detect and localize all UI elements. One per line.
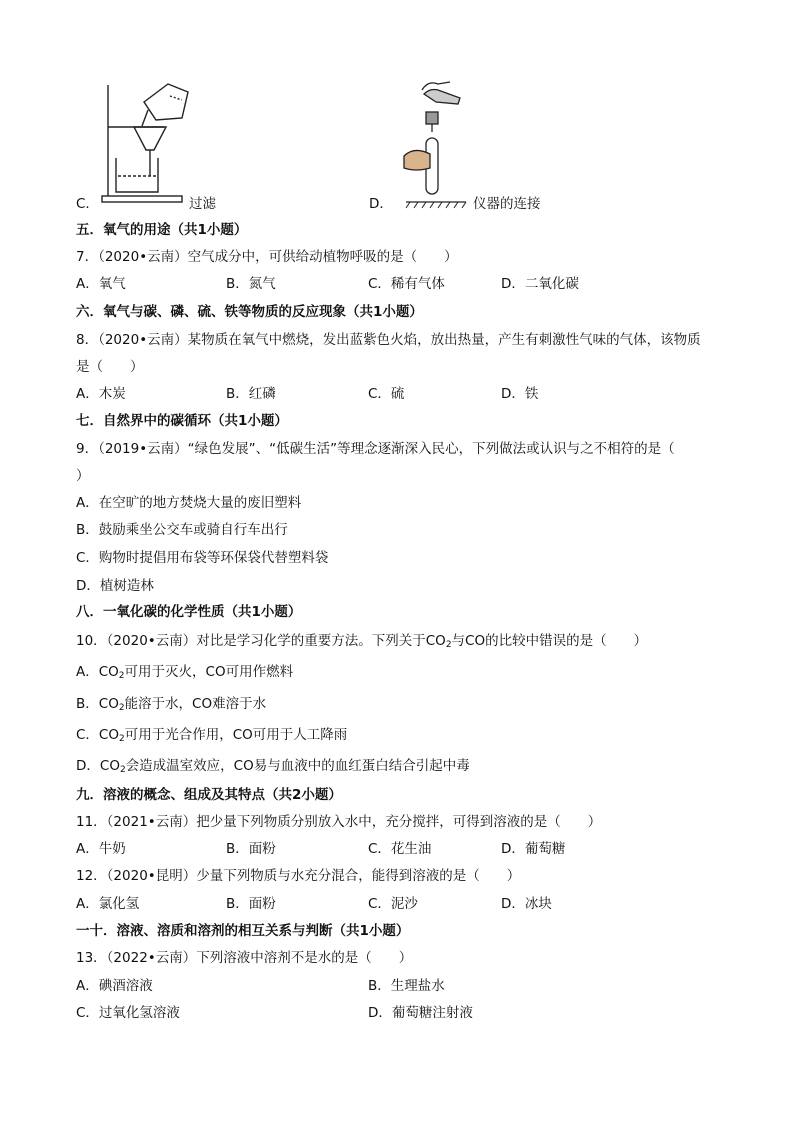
question-13-option-a: A．碘酒溶液	[76, 978, 153, 994]
figure-d-letter: D．	[369, 196, 393, 212]
question-7-stem: 7．（2020•云南）空气成分中，可供给动植物呼吸的是（ ）	[76, 249, 458, 265]
subscript-2: 2	[119, 765, 126, 775]
question-9-stem: 9．（2019•云南）“绿色发展”、“低碳生活”等理念逐渐深入民心，下列做法或认识与之不相符的是（	[76, 441, 675, 457]
question-8-stem-continued: 是（ ）	[76, 359, 144, 375]
subscript-2: 2	[118, 703, 125, 713]
option-d-text: 会造成温室效应，CO易与血液中的血红蛋白结合引起中毒	[125, 758, 470, 774]
question-9-option-c: C．购物时提倡用布袋等环保袋代替塑料袋	[76, 550, 329, 566]
option-b-prefix: B．CO	[76, 696, 119, 712]
subscript-2: 2	[118, 671, 125, 681]
question-12-option-a: A．氯化氢	[76, 896, 140, 912]
question-9-option-d: D．植树造林	[76, 578, 154, 594]
question-8-option-b: B．红磷	[226, 386, 276, 402]
question-7-option-b: B．氮气	[226, 276, 276, 292]
question-9-option-b: B．鼓励乘坐公交车或骑自行车出行	[76, 522, 288, 538]
option-b-text: 能溶于水，CO难溶于水	[124, 696, 267, 712]
option-a-prefix: A．CO	[76, 664, 119, 680]
option-c-prefix: C．CO	[76, 727, 119, 743]
section-7-heading: 七．自然界中的碳循环（共1小题）	[76, 413, 288, 429]
question-12-option-c: C．泥沙	[368, 896, 418, 912]
question-7-option-a: A．氧气	[76, 276, 126, 292]
question-8-option-d: D．铁	[501, 386, 539, 402]
subscript-2: 2	[445, 640, 452, 650]
figure-c-caption: 过滤	[189, 196, 216, 212]
question-13-stem: 13．（2022•云南）下列溶液中溶剂不是水的是（ ）	[76, 950, 413, 966]
question-12-option-b: B．面粉	[226, 896, 276, 912]
figure-c-letter: C．	[76, 196, 99, 212]
question-10-stem	[76, 632, 647, 654]
section-8-heading: 八．一氧化碳的化学性质（共1小题）	[76, 604, 302, 620]
question-13-option-b: B．生理盐水	[368, 978, 445, 994]
question-8-option-c: C．硫	[368, 386, 405, 402]
filtration-figure	[96, 80, 196, 210]
option-c-text: 可用于光合作用，CO可用于人工降雨	[124, 727, 348, 743]
question-11-stem: 11．（2021•云南）把少量下列物质分别放入水中，充分搅拌，可得到溶液的是（ ）	[76, 814, 602, 830]
question-12-stem: 12．（2020•昆明）少量下列物质与水充分混合，能得到溶液的是（ ）	[76, 868, 521, 884]
question-8-option-a: A．木炭	[76, 386, 126, 402]
question-13-option-c: C．过氧化氢溶液	[76, 1005, 180, 1021]
question-8-stem: 8．（2020•云南）某物质在氧气中燃烧，发出蓝紫色火焰，放出热量，产生有刺激性气味的气体，该物质	[76, 332, 701, 348]
question-7-option-c: C．稀有气体	[368, 276, 445, 292]
question-10-option-a	[76, 663, 293, 685]
section-9-heading: 九．溶液的概念、组成及其特点（共2小题）	[76, 787, 342, 803]
option-a-text: 可用于灭火，CO可用作燃料	[124, 664, 294, 680]
question-10-stem-a: 10．（2020•云南）对比是学习化学的重要方法。下列关于CO	[76, 633, 446, 649]
question-7-option-d: D．二氧化碳	[501, 276, 579, 292]
question-9-stem-continued: ）	[76, 468, 90, 484]
instrument-connection-figure	[400, 76, 510, 210]
question-11-option-d: D．葡萄糖	[501, 841, 566, 857]
question-11-option-a: A．牛奶	[76, 841, 126, 857]
question-10-option-b	[76, 695, 266, 717]
question-11-option-b: B．面粉	[226, 841, 276, 857]
section-6-heading: 六．氧气与碳、磷、硫、铁等物质的反应现象（共1小题）	[76, 304, 423, 320]
question-12-option-d: D．冰块	[501, 896, 552, 912]
option-d-prefix: D．CO	[76, 758, 120, 774]
question-10-option-c	[76, 726, 347, 748]
subscript-2: 2	[118, 734, 125, 744]
question-10-option-d	[76, 757, 470, 779]
question-11-option-c: C．花生油	[368, 841, 432, 857]
figure-d-caption: 仪器的连接	[473, 196, 541, 212]
question-9-option-a: A．在空旷的地方焚烧大量的废旧塑料	[76, 495, 302, 511]
question-10-stem-b: 与CO的比较中错误的是（ ）	[451, 633, 648, 649]
section-5-heading: 五．氧气的用途（共1小题）	[76, 222, 248, 238]
section-10-heading: 一十．溶液、溶质和溶剂的相互关系与判断（共1小题）	[76, 923, 410, 939]
question-13-option-d: D．葡萄糖注射液	[368, 1005, 473, 1021]
